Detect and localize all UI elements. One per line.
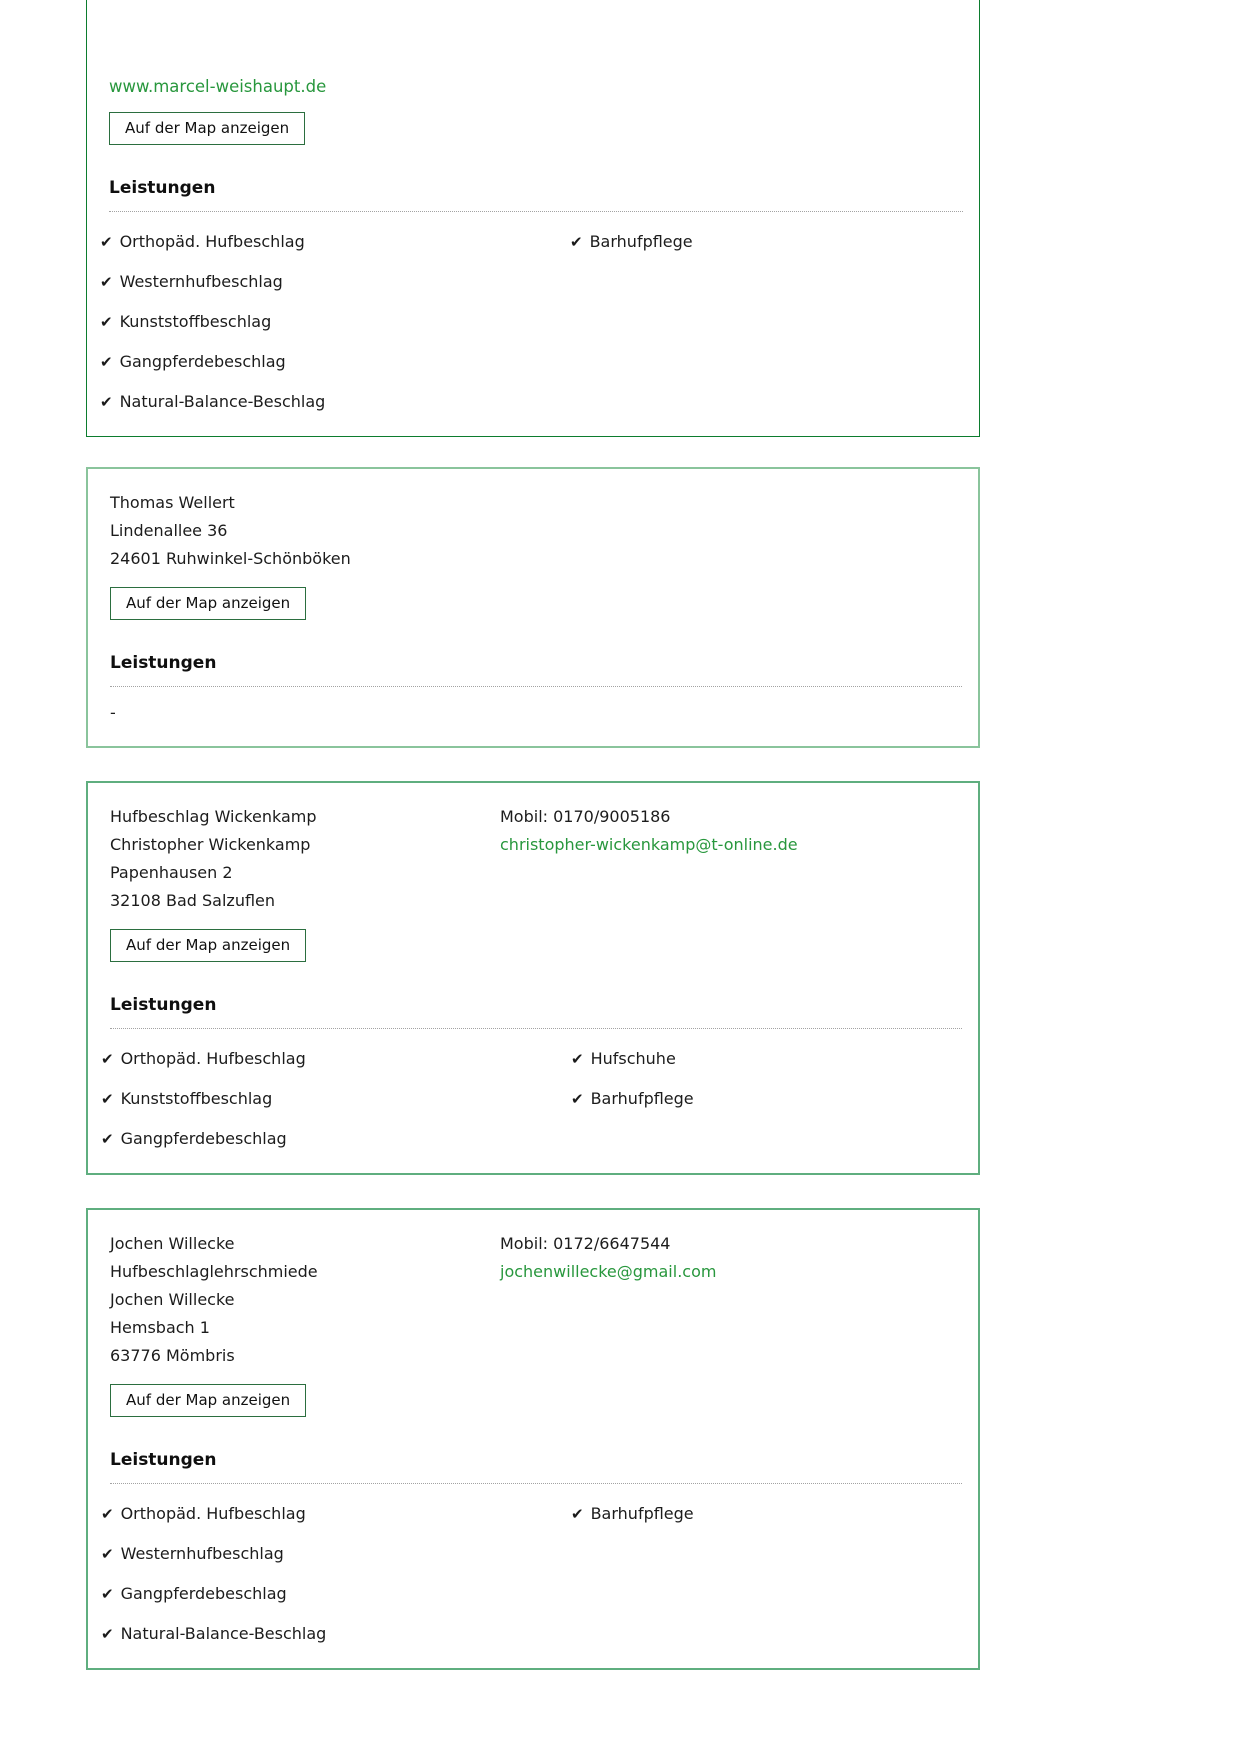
service-item — [101, 1504, 580, 1524]
separator — [110, 686, 962, 687]
service-item — [101, 1584, 580, 1604]
services-list-left — [101, 1504, 580, 1646]
service-label: Natural-Balance-Beschlag — [120, 1624, 327, 1643]
city-line: 24601 Ruhwinkel-Schönböken — [110, 549, 351, 568]
street-line: Hemsbach 1 — [110, 1318, 210, 1337]
service-item — [101, 1544, 580, 1564]
service-item — [100, 312, 579, 332]
check-icon: ✔ — [571, 1505, 584, 1523]
address-block — [110, 1230, 500, 1417]
business-line: Hufbeschlaglehrschmiede — [110, 1262, 318, 1281]
check-icon: ✔ — [570, 233, 583, 251]
website-link[interactable]: www.marcel-weishaupt.de — [109, 77, 327, 96]
service-label: Westernhufbeschlag — [120, 1544, 284, 1563]
check-icon: ✔ — [101, 1050, 114, 1068]
service-label: Gangpferdebeschlag — [120, 1129, 287, 1148]
show-on-map-button[interactable]: Auf der Map anzeigen — [110, 1384, 306, 1417]
email-link[interactable]: jochenwillecke@gmail.com — [500, 1262, 717, 1281]
check-icon: ✔ — [100, 233, 113, 251]
separator — [109, 211, 963, 212]
service-item — [571, 1089, 962, 1109]
service-label: Gangpferdebeschlag — [119, 352, 286, 371]
check-icon: ✔ — [571, 1050, 584, 1068]
separator — [110, 1483, 962, 1484]
service-label: Barhufpflege — [590, 1089, 694, 1108]
email-row — [500, 1258, 962, 1286]
service-label: Orthopäd. Hufbeschlag — [120, 1049, 306, 1068]
farrier-card-willecke — [86, 1208, 980, 1670]
name-line: Jochen Willecke — [110, 1234, 235, 1253]
service-item — [571, 1504, 962, 1524]
service-item — [101, 1624, 580, 1644]
street-line: Lindenallee 36 — [110, 521, 228, 540]
separator — [110, 1028, 962, 1029]
card-header — [110, 489, 962, 620]
services-heading: Leistungen — [109, 178, 216, 198]
street-line: Papenhausen 2 — [110, 863, 233, 882]
show-on-map-button[interactable]: Auf der Map anzeigen — [110, 587, 306, 620]
card-header — [110, 803, 962, 962]
service-item — [100, 232, 579, 252]
business-line: Hufbeschlag Wickenkamp — [110, 807, 317, 826]
services-columns — [101, 1049, 962, 1151]
services-columns — [100, 232, 963, 414]
services-list-right — [570, 232, 963, 414]
address-block — [110, 489, 500, 620]
check-icon: ✔ — [101, 1585, 114, 1603]
service-label: Westernhufbeschlag — [119, 272, 283, 291]
services-columns — [101, 1504, 962, 1646]
service-label: Natural-Balance-Beschlag — [119, 392, 326, 411]
contact-block — [500, 1230, 962, 1286]
farrier-card-wickenkamp — [86, 781, 980, 1175]
check-icon: ✔ — [101, 1090, 114, 1108]
service-label: Gangpferdebeschlag — [120, 1584, 287, 1603]
service-item — [570, 232, 963, 252]
contact-block — [500, 803, 962, 859]
service-item — [100, 272, 579, 292]
check-icon: ✔ — [100, 313, 113, 331]
service-label: Hufschuhe — [590, 1049, 676, 1068]
service-item — [571, 1049, 962, 1069]
service-label: Barhufpflege — [590, 1504, 694, 1523]
farrier-card-weishaupt — [86, 0, 980, 437]
service-label: Barhufpflege — [589, 232, 693, 251]
service-label: Kunststoffbeschlag — [120, 1089, 273, 1108]
email-row — [500, 831, 962, 859]
mobile-line: Mobil: 0170/9005186 — [500, 807, 671, 826]
check-icon: ✔ — [101, 1545, 114, 1563]
name-line-2: Jochen Willecke — [110, 1290, 235, 1309]
name-line: Thomas Wellert — [110, 493, 235, 512]
no-services-placeholder: - — [110, 703, 116, 722]
service-item — [101, 1129, 580, 1149]
services-heading: Leistungen — [110, 653, 217, 673]
service-item — [101, 1089, 580, 1109]
city-line: 32108 Bad Salzuflen — [110, 891, 276, 910]
address-block — [110, 803, 500, 962]
services-list-left — [101, 1049, 580, 1151]
city-line: 63776 Mömbris — [110, 1346, 235, 1365]
check-icon: ✔ — [571, 1090, 584, 1108]
service-item — [101, 1049, 580, 1069]
service-item — [100, 352, 579, 372]
service-label: Kunststoffbeschlag — [119, 312, 272, 331]
email-link[interactable]: christopher-wickenkamp@t-online.de — [500, 835, 798, 854]
service-label: Orthopäd. Hufbeschlag — [119, 232, 305, 251]
name-line: Christopher Wickenkamp — [110, 835, 311, 854]
mobile-line: Mobil: 0172/6647544 — [500, 1234, 671, 1253]
check-icon: ✔ — [101, 1505, 114, 1523]
check-icon: ✔ — [101, 1625, 114, 1643]
services-heading: Leistungen — [110, 995, 217, 1015]
services-heading: Leistungen — [110, 1450, 217, 1470]
check-icon: ✔ — [101, 1130, 114, 1148]
farrier-card-wellert — [86, 467, 980, 748]
service-label: Orthopäd. Hufbeschlag — [120, 1504, 306, 1523]
check-icon: ✔ — [100, 393, 113, 411]
services-list-right — [571, 1504, 962, 1646]
show-on-map-button[interactable]: Auf der Map anzeigen — [109, 112, 305, 145]
check-icon: ✔ — [100, 353, 113, 371]
services-list-left — [100, 232, 579, 414]
show-on-map-button[interactable]: Auf der Map anzeigen — [110, 929, 306, 962]
website-row — [109, 76, 963, 98]
service-item — [100, 392, 579, 412]
services-list-right — [571, 1049, 962, 1151]
check-icon: ✔ — [100, 273, 113, 291]
card-header — [110, 1230, 962, 1417]
